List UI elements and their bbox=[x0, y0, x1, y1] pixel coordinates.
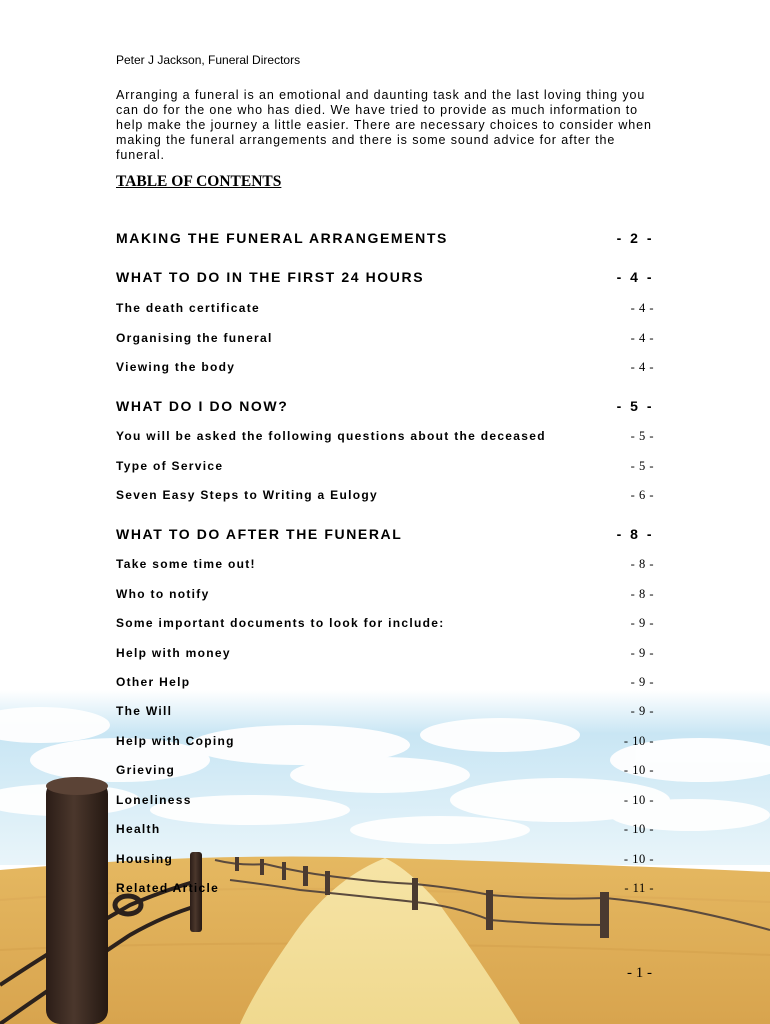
toc-entry-label: Help with money bbox=[116, 646, 231, 660]
toc-entry-page: - 5 - bbox=[630, 429, 654, 443]
toc-entry[interactable] bbox=[116, 398, 654, 414]
toc-entry-label: Housing bbox=[116, 852, 174, 866]
toc-entry[interactable] bbox=[116, 429, 654, 444]
toc-entry[interactable] bbox=[116, 763, 654, 778]
toc-entry[interactable] bbox=[116, 646, 654, 661]
toc-entry[interactable] bbox=[116, 488, 654, 503]
toc-entry-page: - 4 - bbox=[630, 301, 654, 315]
toc-entry[interactable] bbox=[116, 881, 654, 896]
toc-entry[interactable] bbox=[116, 616, 654, 631]
toc-entry-label: The death certificate bbox=[116, 301, 261, 315]
toc-entry-page: - 10 - bbox=[623, 822, 654, 836]
toc-entry[interactable] bbox=[116, 331, 654, 346]
toc-entry[interactable] bbox=[116, 793, 654, 808]
toc-entry-label: Type of Service bbox=[116, 459, 224, 473]
toc-entry-page: - 10 - bbox=[623, 734, 654, 748]
toc-entry-page: - 6 - bbox=[630, 488, 654, 502]
toc-title: TABLE OF CONTENTS bbox=[116, 173, 282, 190]
toc-entry-label: You will be asked the following questions about the deceased bbox=[116, 429, 546, 443]
toc-entry[interactable] bbox=[116, 587, 654, 602]
toc-entry-page: - 10 - bbox=[623, 793, 654, 807]
toc-entry-page: - 11 - bbox=[624, 881, 654, 895]
toc-entry-page: - 9 - bbox=[630, 675, 654, 689]
toc-entry[interactable] bbox=[116, 734, 654, 749]
toc-entry[interactable] bbox=[116, 822, 654, 837]
toc-entry-label: Grieving bbox=[116, 763, 176, 777]
toc-entry-page: - 5 - bbox=[630, 459, 654, 473]
toc-entry-label: Seven Easy Steps to Writing a Eulogy bbox=[116, 488, 378, 502]
toc-entry-page: - 8 - bbox=[630, 557, 654, 571]
toc-entry-label: Other Help bbox=[116, 675, 191, 689]
toc-entry-page: - 8 - bbox=[616, 526, 654, 542]
toc-entry[interactable] bbox=[116, 269, 654, 285]
toc-entry-page: - 9 - bbox=[630, 616, 654, 630]
toc-entry[interactable] bbox=[116, 230, 654, 246]
toc-entry-label: MAKING THE FUNERAL ARRANGEMENTS bbox=[116, 230, 448, 246]
toc-entry-label: Loneliness bbox=[116, 793, 192, 807]
toc-entry-label: WHAT TO DO IN THE FIRST 24 HOURS bbox=[116, 269, 425, 285]
toc-entry-page: - 2 - bbox=[616, 230, 654, 246]
toc-entry-label: Health bbox=[116, 822, 161, 836]
toc-entry-label: The Will bbox=[116, 704, 173, 718]
toc-entry-page: - 9 - bbox=[630, 646, 654, 660]
toc-entry[interactable] bbox=[116, 852, 654, 867]
toc-entry-page: - 10 - bbox=[623, 852, 654, 866]
intro-paragraph: Arranging a funeral is an emotional and daunting task and the last loving thing you can do for the one who has died. We have tried to provide as much information to help make the journey a little easier. There are necessary choices to consider when making the funeral arrangements and there is some sound advice for after the funeral. bbox=[116, 88, 652, 162]
toc-entry[interactable] bbox=[116, 675, 654, 690]
toc-entry-label: Help with Coping bbox=[116, 734, 235, 748]
toc-entry[interactable] bbox=[116, 526, 654, 542]
toc-entry[interactable] bbox=[116, 459, 654, 474]
toc-entry-label: Viewing the body bbox=[116, 360, 236, 374]
toc-entry-page: - 4 - bbox=[616, 269, 654, 285]
page-number: - 1 - bbox=[627, 965, 652, 981]
toc-entry-label: Related Article bbox=[116, 881, 220, 895]
toc-entry-label: Take some time out! bbox=[116, 557, 256, 571]
company-header: Peter J Jackson, Funeral Directors bbox=[116, 53, 301, 67]
toc-entry[interactable] bbox=[116, 301, 654, 316]
toc-entry-page: - 4 - bbox=[630, 331, 654, 345]
toc-entry-page: - 4 - bbox=[630, 360, 654, 374]
toc-entry-page: - 8 - bbox=[630, 587, 654, 601]
toc-entry-page: - 9 - bbox=[630, 704, 654, 718]
toc-entry-page: - 5 - bbox=[616, 398, 654, 414]
toc-entry[interactable] bbox=[116, 557, 654, 572]
toc-entry[interactable] bbox=[116, 704, 654, 719]
toc-entry-page: - 10 - bbox=[623, 763, 654, 777]
toc-entry-label: WHAT TO DO AFTER THE FUNERAL bbox=[116, 526, 403, 542]
toc-entry-label: Organising the funeral bbox=[116, 331, 273, 345]
toc-entry-label: WHAT DO I DO NOW? bbox=[116, 398, 289, 414]
toc-entry-label: Who to notify bbox=[116, 587, 210, 601]
toc-entry[interactable] bbox=[116, 360, 654, 375]
toc-entry-label: Some important documents to look for include: bbox=[116, 616, 445, 630]
